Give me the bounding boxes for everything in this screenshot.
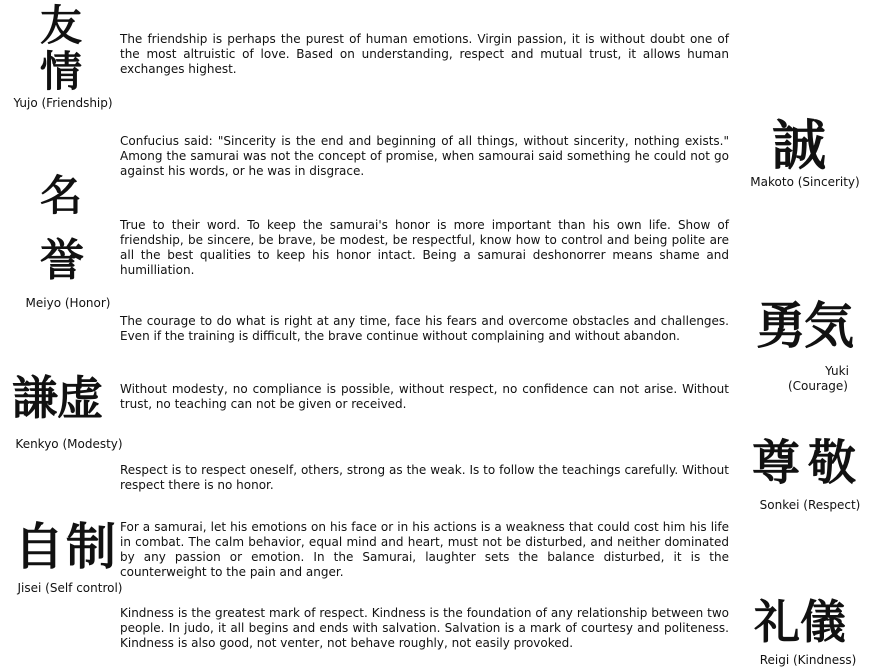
- kindness-paragraph: Kindness is the greatest mark of respect. Kindness is the foundation of any relationship between two people. In judo, it all begins and ends with salvation. Salvation is a mark of courtesy and politeness. Kindness is also good, not venter, not behave roughly, not easily provoked.: [120, 606, 729, 650]
- self-control-paragraph: For a samurai, let his emotions on his face or in his actions is a weakness that could cost him his life in combat. The calm behavior, equal mind and heart, must not be disturbed, and neither dominated by any passion or emotion. In the Samurai, laughter sets the balance disturbed, it is the counterweight to the pain and anger.: [120, 520, 729, 579]
- friendship-kanji-top: 友: [40, 1, 83, 50]
- respect-caption: Sonkei (Respect): [759, 498, 861, 512]
- self-control-caption: Jisei (Self control): [17, 581, 123, 595]
- modesty-caption: Kenkyo (Modesty): [15, 437, 123, 451]
- courage-paragraph: The courage to do what is right at any time, face his fears and overcome obstacles and challenges. Even if the training is difficult, the brave continue without complaining and without abandon.: [120, 314, 729, 343]
- modesty-kanji: 謙虚: [12, 371, 102, 425]
- courage-caption-line2: (Courage): [788, 379, 848, 393]
- friendship-paragraph: The friendship is perhaps the purest of human emotions. Virgin passion, it is without doubt one of the most altruistic of love. Based on understanding, respect and mutual trust, it allows human exchanges highest.: [120, 32, 729, 76]
- friendship-caption: Yujo (Friendship): [13, 96, 113, 110]
- kindness-kanji: 礼儀: [754, 595, 846, 649]
- courage-kanji: 勇気: [756, 296, 852, 355]
- self-control-kanji: 自制: [14, 517, 118, 576]
- honor-caption: Meiyo (Honor): [25, 296, 111, 310]
- modesty-paragraph: Without modesty, no compliance is possible, without respect, no confidence can not arise. Without trust, no teaching can not be given or received.: [120, 382, 729, 411]
- honor-paragraph: True to their word. To keep the samurai's honor is more important than his own life. Show of friendship, be sincere, be brave, be modest, be respectful, know how to control and being polite are all the best qualities to keep his honor intact. Being a samurai deshonorrer means shame and humilliation.: [120, 218, 729, 277]
- sincerity-paragraph: Confucius said: "Sincerity is the end and beginning of all things, without sincerity, nothing exists." Among the samurai was not the concept of promise, when samourai said something he could not go against his words, or he was in disgrace.: [120, 134, 729, 178]
- honor-kanji-bottom: 誉: [40, 235, 84, 286]
- friendship-kanji-bottom: 情: [40, 47, 83, 96]
- respect-kanji: 尊敬: [752, 435, 865, 491]
- kindness-caption: Reigi (Kindness): [759, 653, 857, 667]
- sincerity-caption: Makoto (Sincerity): [750, 175, 860, 189]
- sincerity-kanji: 誠: [772, 113, 826, 177]
- courage-caption-line1: Yuki: [825, 364, 849, 378]
- honor-kanji-top: 名: [40, 171, 83, 220]
- respect-paragraph: Respect is to respect oneself, others, strong as the weak. Is to follow the teachings carefully. Without respect there is no honor.: [120, 463, 729, 492]
